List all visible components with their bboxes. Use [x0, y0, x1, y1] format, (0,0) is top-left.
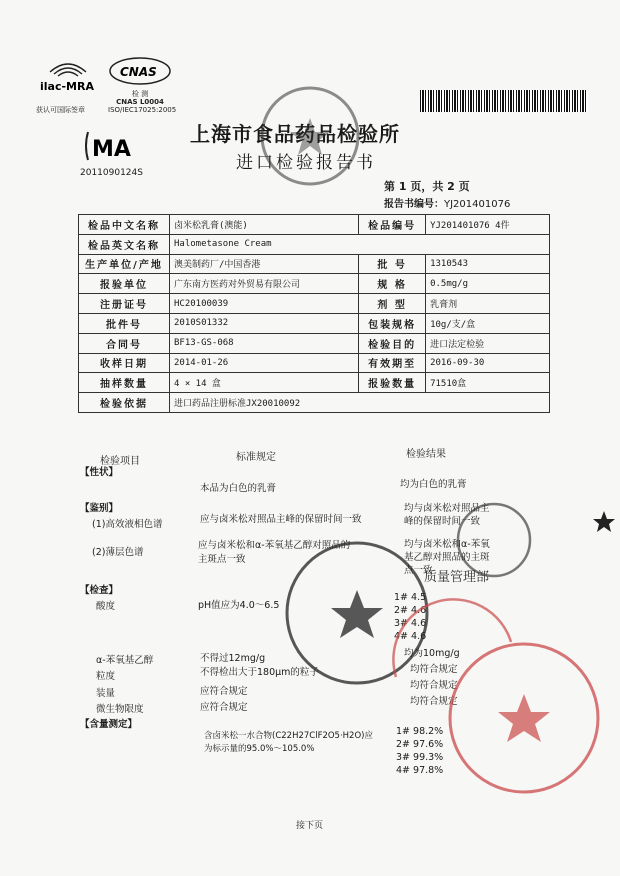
suandu-result-4: 4# 4.6 — [394, 631, 427, 642]
weishengwu-item: 微生物限度 — [96, 704, 144, 715]
cma-code: 2011090124S — [80, 168, 143, 178]
alpha-item: α-苯氧基乙醇 — [96, 655, 154, 666]
suandu-result-2: 2# 4.6 — [394, 605, 427, 616]
zhuangliang-item: 装量 — [96, 688, 116, 699]
info-label: 规 格 — [359, 274, 426, 294]
edge-star-icon — [592, 510, 616, 534]
section-xingzhuang: 【性状】 — [80, 467, 119, 478]
zhuangliang-standard: 应符合规定 — [200, 686, 248, 697]
info-row — [79, 234, 550, 254]
info-row — [79, 373, 550, 393]
info-value: BF13-GS-068 — [170, 333, 359, 353]
info-row — [79, 333, 550, 353]
info-label: 批 号 — [359, 254, 426, 274]
xingzhuang-standard: 本品为白色的乳膏 — [200, 483, 277, 494]
info-value: 0.5mg/g — [426, 274, 550, 294]
hanliang-result-4: 4# 97.8% — [396, 765, 444, 776]
suandu-result-3: 3# 4.6 — [394, 618, 427, 629]
red-seal-stamp — [444, 638, 604, 798]
jb2-standard-1: 应与卤米松和α-苯氧基乙醇对照品的 — [198, 540, 351, 551]
info-label: 抽样数量 — [79, 373, 170, 393]
jb2-item: (2)薄层色谱 — [92, 547, 144, 558]
info-label: 报验单位 — [79, 274, 170, 294]
report-number: 报告书编号：YJ201401076 — [384, 199, 511, 210]
sample-info-table — [78, 214, 550, 413]
col-header-item: 检验项目 — [100, 456, 140, 467]
footer-continue: 接下页 — [296, 821, 324, 831]
cnas-logo: CNAS 检 测 CNAS L0004 ISO/IEC17025:2005 — [108, 56, 172, 108]
jb2-result-3: 点一致 — [404, 565, 433, 576]
xingzhuang-result: 均为白色的乳膏 — [400, 479, 467, 490]
info-value: 1310543 — [426, 254, 550, 274]
page-subtitle: 进口检验报告书 — [236, 153, 376, 173]
info-label: 合同号 — [79, 333, 170, 353]
info-row — [79, 215, 550, 235]
hanliang-standard-1: 含卤米松一水合物(C22H27ClF2O5·H2O)应 — [204, 731, 373, 741]
info-value: 71510盒 — [426, 373, 550, 393]
page-info: 第 1 页，共 2 页 — [384, 180, 470, 193]
info-value: Halometasone Cream — [170, 234, 550, 254]
info-label: 报验数量 — [359, 373, 426, 393]
hanliang-result-2: 2# 97.6% — [396, 739, 444, 750]
info-label: 注册证号 — [79, 294, 170, 314]
alpha-result: 均为10mg/g — [404, 648, 460, 659]
page-title: 上海市食品药品检验所 — [190, 122, 400, 146]
jb2-standard-2: 主斑点一致 — [198, 554, 246, 565]
ilac-mra-logo: ilac-MRA 获认可国际签章 — [36, 54, 100, 106]
info-value: 2010S01332 — [170, 313, 359, 333]
weishengwu-result: 均符合规定 — [410, 696, 458, 707]
jb1-item: (1)高效液相色谱 — [92, 519, 163, 530]
section-hanliang: 【含量测定】 — [80, 719, 138, 730]
barcode — [420, 90, 588, 112]
col-header-result: 检验结果 — [406, 449, 446, 460]
info-label: 检验目的 — [359, 333, 426, 353]
info-value: 乳膏剂 — [426, 294, 550, 314]
svg-text:ilac-MRA: ilac-MRA — [40, 80, 94, 93]
info-value: 广东南方医药对外贸易有限公司 — [170, 274, 359, 294]
info-row — [79, 393, 550, 413]
info-row — [79, 274, 550, 294]
quality-dept-stamp-text: 质量管理部 — [424, 570, 490, 585]
lidu-result: 均符合规定 — [410, 664, 458, 675]
info-row — [79, 353, 550, 373]
svg-text:MA: MA — [92, 137, 131, 162]
info-label: 有效期至 — [359, 353, 426, 373]
info-value: YJ201401076 4件 — [426, 215, 550, 235]
info-label: 生产单位/产地 — [79, 254, 170, 274]
col-header-standard: 标准规定 — [236, 452, 276, 463]
info-label: 检品中文名称 — [79, 215, 170, 235]
suandu-item: 酸度 — [96, 601, 116, 612]
jb1-standard: 应与卤米松对照品主峰的保留时间一致 — [200, 514, 362, 525]
info-value: 4 × 14 盒 — [170, 373, 359, 393]
info-value: 进口药品注册标准JX20010092 — [170, 393, 550, 413]
info-label: 检品英文名称 — [79, 234, 170, 254]
info-value: 进口法定检验 — [426, 333, 550, 353]
cma-logo — [82, 128, 136, 164]
info-value: 2016-09-30 — [426, 353, 550, 373]
info-value: 澳美制药厂/中国香港 — [170, 254, 359, 274]
info-label: 包装规格 — [359, 313, 426, 333]
section-jianbie: 【鉴别】 — [80, 503, 119, 514]
info-row — [79, 294, 550, 314]
info-value: 卤米松乳膏(澳能) — [170, 215, 359, 235]
info-value: HC20100039 — [170, 294, 359, 314]
info-value: 2014-01-26 — [170, 353, 359, 373]
svg-text:CNAS: CNAS — [120, 65, 157, 79]
alpha-standard: 不得过12mg/g — [200, 653, 266, 664]
jb1-result-1: 均与卤米松对照品主 — [404, 503, 490, 514]
info-row — [79, 254, 550, 274]
info-label: 收样日期 — [79, 353, 170, 373]
hanliang-result-3: 3# 99.3% — [396, 752, 444, 763]
jb2-result-2: 基乙醇对照品的主斑 — [404, 552, 490, 563]
info-label: 检品编号 — [359, 215, 426, 235]
jb1-result-2: 峰的保留时间一致 — [404, 516, 481, 527]
zhuangliang-result: 均符合规定 — [410, 680, 458, 691]
info-label: 检验依据 — [79, 393, 170, 413]
lidu-item: 粒度 — [96, 671, 116, 682]
jb2-result-1: 均与卤米松和α-苯氧 — [404, 539, 490, 550]
weishengwu-standard: 应符合规定 — [200, 702, 248, 713]
info-label: 剂 型 — [359, 294, 426, 314]
info-label: 批件号 — [79, 313, 170, 333]
info-value: 10g/支/盒 — [426, 313, 550, 333]
lidu-standard: 不得检出大于180μm的粒子 — [200, 667, 319, 678]
suandu-standard: pH值应为4.0～6.5 — [198, 600, 280, 611]
lab-seal-stamp — [258, 84, 362, 188]
section-jiancha: 【检查】 — [80, 585, 119, 596]
suandu-result-1: 1# 4.5 — [394, 592, 427, 603]
hanliang-result-1: 1# 98.2% — [396, 726, 444, 737]
hanliang-standard-2: 为标示量的95.0%～105.0% — [204, 744, 315, 754]
info-row — [79, 313, 550, 333]
